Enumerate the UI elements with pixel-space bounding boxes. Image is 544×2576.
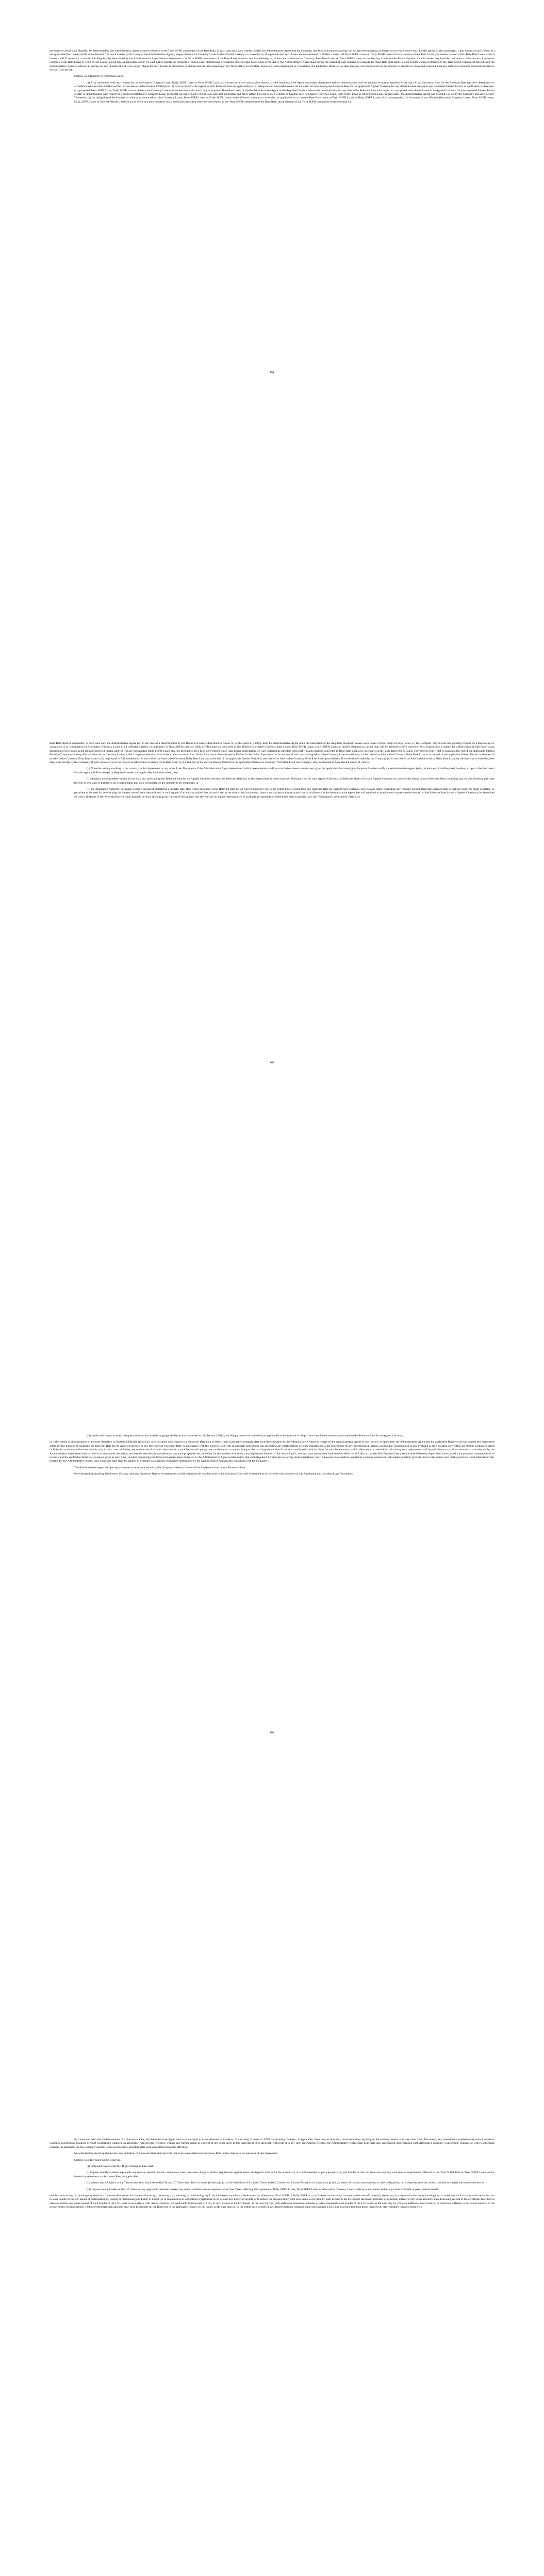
paragraph: Notwithstanding anything else herein, any definition of Successor Rate shall provide that in no event shall such Successor Rate be less than zero for purposes of this Agreement. [74, 2152, 278, 2156]
paragraph: (ii) subject any Recipient to any Taxes (other than (A) Indemnified Taxes, (B) Taxes described in clauses (b) through (d) of the definition of Excluded Taxes and (C) Connection Income Taxes) on its loans, loan principal, letters of credit, commitments, or other obligations, or its deposits, reserves, other liabilities or capital attributable thereto; or [87, 2181, 485, 2185]
paragraph: (iii) impose on any Lender or the L/C Issuer or any applicable interbank market any other condition, cost or expense (other than Taxes) affecting this Agreement, Daily SOFR Loans, Term SOFR Loans or Alternative Currency Loans made by such Lender and/or any Letter of Credit or participation therein; [87, 2188, 439, 2191]
paragraph: Section 3.04. Increased Costs; Reserves. [74, 2158, 121, 2162]
paragraph: (i) impose, modify or deem applicable any reserve, special deposit, compulsory loan, insurance charge or similar requirement against assets of, deposits with or for the account of, or credit extended or participated in by, any Lender or the L/C Issuer (except any such reserve requirement reflected in the Term SOFR Rate or Term SOFR Loans and/or interest by reference to a Successor Rate, as applicable); [74, 2171, 494, 2178]
page-164 [0, 2138, 544, 2212]
paragraph: Base Rate shall be suspended, in each case until the Administrative Agent (or, in the case of a determination by the Required Lenders described in clause (ii) of this Section 3.03(a), until the Administrative Agent upon the instruction of the Required Lenders) revokes such notice. Upon receipt of such notice, (i) the Company may revoke any pending request for a Borrowing of, conversion to or continuation of Alternative Currency Loans in the affected currency or currencies or Term SOFR Loans or Daily SOFR Loans (to the extent of the affected Alternative Currency Rate Loans, Term SOFR Loans, Daily SOFR Loans or Interest Periods) or, failing that, will be deemed to have converted such request into a request for a Borrowing of Base Rate Loans denominated in Dollars in the amount specified therein and (ii) (A) any outstanding Daily SOFR Loans shall be deemed to have been converted to Base Rate Loans immediately, (B) any outstanding affected Term SOFR Loans shall be converted to Base Rate Loans (or, in respect of any such Term SOFR Loans, converted to Daily SOFR Loans) at the end of the applicable Interest Period, (C) any outstanding affected Alternative Currency Loans, at the Company's election, shall either (1) be converted into a Base Rate Loans denominated in Dollars in the Dollar Equivalent of the amount of such outstanding Alternative Currency Loan immediately, in the case of an Alternative Currency Daily Rate Loan or at the end of the applicable Interest Period, in the case of an Alternative Currency Term Rate Loan or (2) be prepaid in full immediately, in the case of an Alternative Currency Daily Rate Loan, or at the end of the applicable Interest Period, in the case of an Alternative Currency Term Rate Loan; provided that if no election is made by the Company (x) in the case of an Alternative Currency Daily Rate Loan, by the date that is three Business Days after receipt by the Company of such notice or (y) in the case of an Alternative Currency Term Rate Loan, by the last day of the current Interest Period for the applicable Alternative Currency Term Rate Loan, the Company shall be deemed to have elected option (1) above. [50, 742, 494, 765]
paragraph: The Administrative Agent will promptly (in one or more notices) notify the Company and each Lender of the implementation of any Successor Rate. [74, 1466, 246, 1469]
page-number: 163 [270, 1731, 274, 1734]
paragraph: (iii) syndicated loans currently being executed, or that include language similar to that contained in this Section 3.03(b), are being executed or amended (as applicable) to incorporate or adopt a new benchmark interest rate to replace the Relevant Rate for an Agreed Currency; [87, 1434, 404, 1437]
paragraph: (ii) the Applicable Authority has made a public statement identifying a specific date after which all tenors of the Relevant Rate for an Agreed Currency (or, to the extent there is more than one Relevant Rate for such Agreed Currency, all Relevant Rates) (including any forward-looking term rate thereof) shall or will no longer be made available, or permitted to be used for determining the interest rate of loans denominated in such Agreed Currency; provided that, in each case, at the time of such statement, there is no successor administrator that is satisfactory to the Administrative Agent that will continue to provide such representative tenor(s) of the Relevant Rate for such Agreed Currency (the latest date on which all tenors of the Relevant Rate for such Agreed Currency (including any forward-looking term rate thereof) are no longer representative or available permanently or indefinitely) (such specific date, the "Scheduled Unavailability Date"); or [74, 788, 494, 799]
paragraph: Notwithstanding anything else herein, if at any time any Successor Rate as so determined would otherwise be less than zero%, the Successor Rate will be deemed to be zero% for the purposes of this Agreement and the other Loan Documents. [74, 1472, 354, 1476]
page-161 [0, 49, 544, 107]
paragraph: (a) Increased Costs Generally. If any Change in Law shall: [87, 2165, 155, 2168]
paragraph: (b) Notwithstanding anything to the contrary in this Agreement or any other Loan Documents if the Administrative Agent determines (which determination shall be conclusive absent manifest error), or the applicable Borrower(s) or Required Lenders notify the Administrative Agent (with, in the case of the Required Lenders, a copy to the Borrower) that the applicable Borrower(s) or Required Lenders (as applicable) have determined, that: [74, 767, 494, 774]
paragraph: Section 3.03. Inability to Determine Rates. [74, 75, 124, 78]
paragraph: (a) If in connection with any request for an Alternative Currency Loan, Daily SOFR Loan or Term SOFR Loan or a conversion to or continuation thereof, (i) the Administrative Agent reasonably determines (which determination shall be conclusive absent manifest error) that (A) no Successor Rate for the Relevant Rate has been determined in accordance with Section 3.03(b) and the circumstances under Section 3.03(b)(i) or (ii) have occurred with respect to such Relevant Rate (as applicable) or (B) adequate and reasonable means do not exist for determining the Relevant Rate for the applicable Agreed Currency for any determination date(s) or any requested Interest Period, as applicable, with respect to a proposed Term SOFR Loan, Daily SOFR Loan or Alternative Currency Loan or in connection with an existing or proposed Base Rate Loan, or (ii) the Administrative Agent or the Required Lenders reasonably determine that for any reason the Relevant Rate with respect to a proposed Loan denominated in an Agreed Currency for any requested Interest Period or date of determination with respect to a proposed Alternative Currency Loan, Term SOFR Loan or Daily SOFR Loan does not adequately and fairly reflect the cost to such Lenders of funding such Alternative Currency Loan, Term SOFR Loan or Daily SOFR Loan, as applicable, the Administrative Agent will promptly so notify the Company and each Lender. Thereafter, (x) the obligation of the Lenders to make or maintain Alternative Currency Loans, Term SOFR Loans or Daily SOFR Loans in the affected currency or currencies, as applicable, or to convert Base Rate Loans to Term SOFR Loans or Daily SOFR Loans, shall be suspended, (to the extent of the affected Alternative Currency Loans, Term SOFR Loans, Daily SOFR Loans or Interest Periods), and (y) in the event of a determination described in the preceding sentence with respect to the Term SOFR component of the Base Rate, the utilization of the Term SOFR component in determining the [74, 81, 494, 104]
paragraph: or if the events or circumstances of the type described in Section 3.03(b)(i), (ii) or (iii) have occurred with respect to a Successor Rate then in effect, then, reasonably promptly after such determination by the Administrative Agent or receipt by the Administrative Agent of such notice, as applicable, the Administrative Agent and the applicable Borrower(s) may amend this Agreement solely for the purpose of replacing the Relevant Rate for an Agreed Currency or any then current Successor Rate in accordance with this Section 3.03 with an alternate benchmark rate (including any mathematical or other adjustments to the benchmark (if any) incorporated therein), giving due consideration to any evolving or then existing convention for similar syndicated credit facilities for such alternative benchmarks and, in each case, including any mathematical or other adjustments to such benchmark giving due consideration to any evolving or then existing convention for similar syndicated credit facilities for such benchmarks, which adjustment or method for calculating such adjustment shall be published on an information service as selected by the Administrative Agent from time to time in its reasonable discretion and may be periodically updated (and any such proposed rate, including for the avoidance of doubt, any adjustment thereto, a "Successor Rate"), and any such amendment shall become effective at 5:00 p.m. on the fifth Business Day after the Administrative Agent shall have posted such proposed amendment to all Lenders and the applicable Borrower(s) unless, prior to such time, Lenders comprising the Required Lenders have delivered to the Administrative Agent written notice that such Required Lenders do not accept such amendment. Such Successor Rate shall be applied in a manner consistent with market practice; provided that to the extent such market practice is not administratively feasible for the Administrative Agent, such Successor Rate shall be applied in a manner as otherwise reasonably determined by the Administrative Agent (after consulting with the Company). [50, 1440, 494, 1463]
page-number: 162 [270, 1061, 274, 1064]
paragraph: (i) adequate and reasonable means do not exist for ascertaining the Relevant Rate for an Agreed Currency because the Relevant Rate (or, to the extent there is more than one Relevant Rate for such Agreed Currency, all Relevant Rates) for such Agreed Currency (or none of the tenors of such Relevant Rate (including any forward-looking term rate thereof) is available or published on a current basis and such circumstances are unlikely to be temporary; or [74, 777, 494, 785]
page-162 [0, 742, 544, 802]
paragraph: and the result of any of the foregoing shall be to increase the cost to such Lender of making, converting to, continuing or maintaining any Loan the interest on which is determined by reference to Term SOFR or Daily SOFR or to an Alternative Currency Loan (or in the case of clause (ii) above, any Loans), or of maintaining its obligation to make any such Loan, or to increase the cost to such Lender or the L/C Issuer of participating in, issuing or maintaining any Letter of Credit (or of maintaining its obligation to participate in or to issue any Letter of Credit), or to reduce the amount of any sum received or receivable by such Lender or the L/C Issuer hereunder (whether of principal, interest or any other amount), then, following receipt of the certificate described in clause (c) below and upon request of such Lender or the L/C Issuer in accordance with clause (c) below, the applicable Borrower(s) will pay to such Lender or the L/C Issuer, as the case may be, such additional amount or amounts as will compensate such Lender or the L/C Issuer, as the case may be, for such additional costs incurred or reduction suffered, to the extent required to the Lender in the existing Section 3.04; provided that such amounts shall only be payable by the Borrower to the applicable Lender or L/C Issuer, as the case may be, to the extent such Lender or L/C Issuer's holding company under this Section 3.04 is not less favorable than those imposed on other similarly situated borrowers. [50, 2194, 494, 2209]
page-163 [0, 1434, 544, 1479]
paragraph: In connection with the implementation of a Successor Rate, the Administrative Agent will have the right to make Alternative Currency Conforming Changes or USD Conforming Changes, as applicable, from time to time and, notwithstanding anything to the contrary herein or in any other Loan Document, any amendments implementing such Alternative Currency Conforming Changes or USD Conforming Changes, as applicable, will become effective without any further action or consent of any other party to this Agreement; provided that, with respect to any such amendment effected, the Administrative Agent shall post each such amendment implementing such Alternative Currency Conforming Changes or USD Conforming Changes, as applicable, to the Company and the Lenders reasonably promptly after such amendment becomes effective. [50, 2138, 494, 2149]
paragraph: necessary to avoid such illegality, be determined by the Administrative Agent without reference to the Term SOFR component of the Base Rate, in each case until such Lender notifies the Administrative Agent and the Company that the circumstances giving rise to such determination no longer exist (which notice such Lender agrees to give promptly). Upon receipt of such notice, (x) the applicable Borrower(s) shall, upon demand from such Lender (with a copy to the Administrative Agent), prepay Alternative Currency Loans in the affected currency or currencies or, if applicable and such Loans are denominated in Dollars, convert all Term SOFR Loans or Daily SOFR Loans of such Lender to Base Rate Loans (the interest rate on which Base Rate Loans of such Lender shall, if necessary to avoid such illegality, be determined by the Administrative Agent without reference to the Term SOFR component of the Base Rate), in each case, immediately, or, in the case of Alternative Currency Term Rate Loans or Term SOFR Loans, on the last day of the Interest Period therefor, if such Lender may lawfully continue to maintain such Alternative Currency Term Rate Loans or Term SOFR Loans to such day, as applicable and (y) if such notice asserts the illegality of such Lender determining or charging interest rates based upon Term SOFR, the Administrative Agent shall during the period of such suspension compute the Base Rate applicable to such Lender without reference to the Term SOFR component thereof until the Administrative Agent is advised in writing by such Lender that it is no longer illegal for such Lender to determine or charge interest rates based upon the Term SOFR Screen Rate. Upon any such prepayment or conversion, the applicable Borrower(s) shall also pay accrued interest on the amount so prepaid or converted, together with any additional amounts required pursuant to Section 3.05 hereof. [50, 49, 494, 72]
page-number: 161 [270, 371, 274, 374]
